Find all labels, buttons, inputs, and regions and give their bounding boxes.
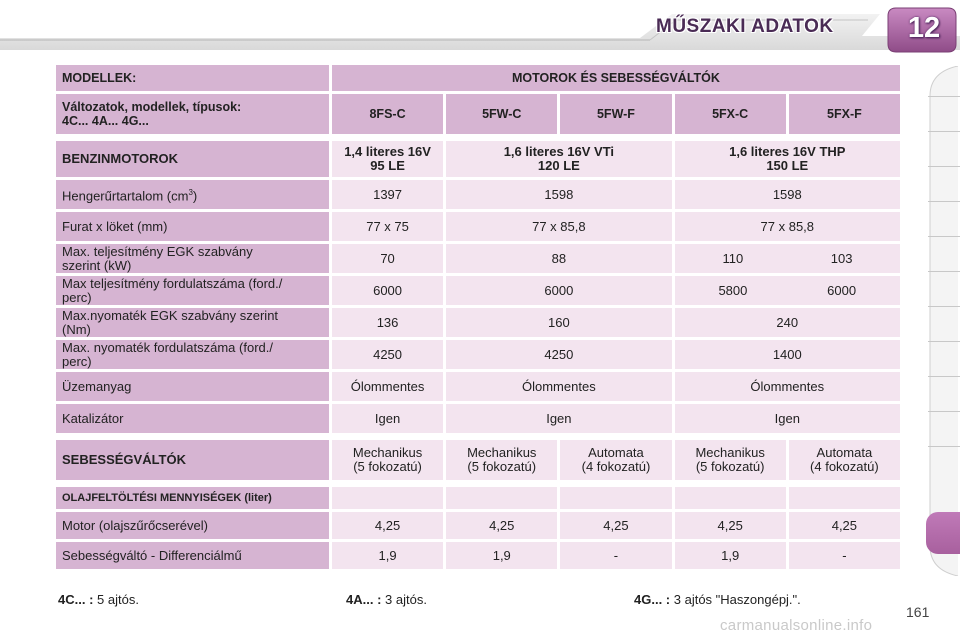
row-label-end: ) bbox=[192, 188, 198, 204]
gearbox-type: Automata bbox=[588, 445, 644, 460]
cell: 4,25 bbox=[332, 512, 443, 539]
cell bbox=[446, 487, 557, 509]
gearbox-label: SEBESSÉGVÁLTÓK bbox=[56, 440, 329, 480]
chapter-tab-7[interactable] bbox=[928, 306, 960, 341]
cell: Igen bbox=[446, 404, 671, 433]
chapter-tab-10[interactable] bbox=[928, 411, 960, 446]
cell: 4,25 bbox=[446, 512, 557, 539]
engines-column-header: MOTOROK ÉS SEBESSÉGVÁLTÓK bbox=[332, 65, 900, 91]
footnote-code: 4G... : bbox=[634, 592, 671, 607]
oil-header-row bbox=[56, 487, 900, 509]
specs-table bbox=[53, 62, 903, 572]
cell: 1598 bbox=[675, 180, 900, 209]
chapter-tab-3[interactable] bbox=[928, 166, 960, 201]
cell: 88 bbox=[446, 244, 671, 273]
gearbox-gears: (5 fokozatú) bbox=[467, 459, 537, 474]
footnote-4c bbox=[58, 592, 139, 607]
cell: 1400 bbox=[675, 340, 900, 369]
cell bbox=[675, 487, 786, 509]
gearbox-cell bbox=[675, 440, 786, 480]
cell: 4,25 bbox=[560, 512, 671, 539]
cell: 1,9 bbox=[675, 542, 786, 569]
cell: Ólommentes bbox=[332, 372, 443, 401]
row-label-line1: Max.nyomaték EGK szabvány szerint bbox=[62, 307, 279, 323]
footnote-4a bbox=[346, 592, 427, 607]
cell: 1397 bbox=[332, 180, 443, 209]
cell: 240 bbox=[675, 308, 900, 337]
cell: 4250 bbox=[332, 340, 443, 369]
cell: 103 bbox=[830, 250, 853, 266]
page-number: 161 bbox=[906, 604, 930, 620]
chapter-tab-8[interactable] bbox=[928, 341, 960, 376]
petrol-engine-row bbox=[56, 141, 900, 177]
watermark: carmanualsonline.info bbox=[720, 617, 873, 634]
petrol-engines-label: BENZINMOTOROK bbox=[56, 141, 329, 177]
cell-pair bbox=[675, 276, 900, 305]
cell: 6000 bbox=[827, 282, 857, 298]
table-row bbox=[56, 276, 900, 305]
gearbox-row bbox=[56, 440, 900, 480]
table-row bbox=[56, 542, 900, 569]
row-label bbox=[56, 340, 329, 369]
row-label: Furat x löket (mm) bbox=[56, 212, 329, 241]
cell: 6000 bbox=[332, 276, 443, 305]
chapter-tab-12-active[interactable] bbox=[926, 512, 960, 554]
row-label-line1: Max. teljesítmény EGK szabvány bbox=[62, 243, 253, 259]
cell: 70 bbox=[332, 244, 443, 273]
chapter-tab-bar bbox=[928, 66, 960, 576]
cell-pair bbox=[675, 244, 900, 273]
row-label: Katalizátor bbox=[56, 404, 329, 433]
row-label: Motor (olajszűrőcserével) bbox=[56, 512, 329, 539]
row-label-text: Hengerűrtartalom (cm bbox=[62, 188, 189, 204]
cell: Igen bbox=[675, 404, 900, 433]
table-row bbox=[56, 308, 900, 337]
row-label bbox=[56, 180, 329, 209]
row-label: Üzemanyag bbox=[56, 372, 329, 401]
row-label-line1: Max. nyomaték fordulatszáma (ford./ bbox=[62, 339, 273, 355]
cell bbox=[560, 487, 671, 509]
engine-name bbox=[675, 141, 900, 177]
cell: 77 x 85,8 bbox=[675, 212, 900, 241]
cell: 160 bbox=[446, 308, 671, 337]
cell: 5800 bbox=[718, 282, 748, 298]
variants-label-line1: Változatok, modellek, típusok: bbox=[62, 100, 242, 114]
engine-name bbox=[332, 141, 443, 177]
table-row bbox=[56, 404, 900, 433]
footnote-text: 3 ajtós "Haszongépj.". bbox=[673, 592, 801, 607]
cell: - bbox=[560, 542, 671, 569]
cell bbox=[332, 487, 443, 509]
gearbox-cell bbox=[789, 440, 900, 480]
footnote-4g bbox=[634, 592, 801, 607]
gearbox-gears: (4 fokozatú) bbox=[810, 459, 879, 474]
table-row bbox=[56, 372, 900, 401]
table-header-row bbox=[56, 65, 900, 91]
models-column-header: MODELLEK: bbox=[56, 65, 329, 91]
gearbox-type: Mechanikus bbox=[467, 445, 537, 460]
footnote-text: 3 ajtós. bbox=[385, 592, 427, 607]
table-row bbox=[56, 180, 900, 209]
variants-row bbox=[56, 94, 900, 134]
variants-label-line2: 4C... 4A... 4G... bbox=[62, 114, 149, 128]
cell: 1,9 bbox=[332, 542, 443, 569]
cell: 4250 bbox=[446, 340, 671, 369]
engine-name-line1: 1,4 literes 16V bbox=[344, 144, 431, 159]
row-label-line1: Max teljesítmény fordulatszáma (ford./ bbox=[62, 275, 283, 291]
cell: 77 x 75 bbox=[332, 212, 443, 241]
row-label bbox=[56, 308, 329, 337]
variant-code: 8FS-C bbox=[332, 94, 443, 134]
table-row bbox=[56, 340, 900, 369]
chapter-tab-2[interactable] bbox=[928, 131, 960, 166]
variant-code: 5FX-F bbox=[789, 94, 900, 134]
gearbox-cell bbox=[560, 440, 671, 480]
cell bbox=[789, 487, 900, 509]
oil-capacity-label: OLAJFELTÖLTÉSI MENNYISÉGEK (liter) bbox=[56, 487, 329, 509]
cell: 1598 bbox=[446, 180, 671, 209]
cell: Ólommentes bbox=[446, 372, 671, 401]
variant-code: 5FW-F bbox=[560, 94, 671, 134]
cell: 6000 bbox=[446, 276, 671, 305]
chapter-tab-9[interactable] bbox=[928, 376, 960, 411]
header-band bbox=[0, 0, 960, 62]
variants-label bbox=[56, 94, 329, 134]
gearbox-cell bbox=[446, 440, 557, 480]
cell: - bbox=[789, 542, 900, 569]
cell: 136 bbox=[332, 308, 443, 337]
engine-name-line2: 120 LE bbox=[537, 158, 580, 173]
variant-code: 5FW-C bbox=[446, 94, 557, 134]
chapter-title: MŰSZAKI ADATOK bbox=[656, 16, 834, 37]
variant-code: 5FX-C bbox=[675, 94, 786, 134]
gearbox-gears: (4 fokozatú) bbox=[581, 459, 651, 474]
row-label bbox=[56, 276, 329, 305]
gearbox-type: Mechanikus bbox=[695, 445, 765, 460]
cell: 110 bbox=[722, 250, 744, 266]
cell: Ólommentes bbox=[675, 372, 900, 401]
gearbox-type: Mechanikus bbox=[352, 445, 423, 460]
footnote-code: 4A... : bbox=[346, 592, 382, 607]
cell: 4,25 bbox=[789, 512, 900, 539]
row-label-line2: perc) bbox=[62, 289, 92, 305]
chapter-tab-6[interactable] bbox=[928, 271, 960, 306]
chapter-tab-5[interactable] bbox=[928, 236, 960, 271]
engine-name-line1: 1,6 literes 16V THP bbox=[729, 144, 846, 159]
gearbox-type: Automata bbox=[816, 445, 873, 460]
gearbox-cell bbox=[332, 440, 443, 480]
row-label-line2: szerint (kW) bbox=[62, 257, 132, 273]
engine-name-line1: 1,6 literes 16V VTi bbox=[503, 144, 615, 159]
row-label bbox=[56, 244, 329, 273]
cell: Igen bbox=[332, 404, 443, 433]
chapter-number: 12 bbox=[907, 12, 941, 44]
table-row bbox=[56, 212, 900, 241]
gearbox-gears: (5 fokozatú) bbox=[695, 459, 765, 474]
row-label: Sebességváltó - Differenciálmű bbox=[56, 542, 329, 569]
superscript: 3 bbox=[188, 187, 193, 197]
table-row bbox=[56, 244, 900, 273]
engine-name-line2: 150 LE bbox=[766, 158, 809, 173]
row-label-line2: (Nm) bbox=[62, 321, 91, 337]
chapter-tab-4[interactable] bbox=[928, 201, 960, 236]
chapter-tab-1[interactable] bbox=[928, 96, 960, 131]
cell: 1,9 bbox=[446, 542, 557, 569]
cell: 4,25 bbox=[675, 512, 786, 539]
cell: 77 x 85,8 bbox=[446, 212, 671, 241]
chapter-tab-11[interactable] bbox=[928, 446, 960, 481]
footnote-code: 4C... : bbox=[58, 592, 94, 607]
engine-name-line2: 95 LE bbox=[370, 158, 405, 173]
engine-name bbox=[446, 141, 671, 177]
row-label-line2: perc) bbox=[62, 353, 92, 369]
table-row bbox=[56, 512, 900, 539]
footnote-text: 5 ajtós. bbox=[97, 592, 139, 607]
gearbox-gears: (5 fokozatú) bbox=[353, 459, 422, 474]
